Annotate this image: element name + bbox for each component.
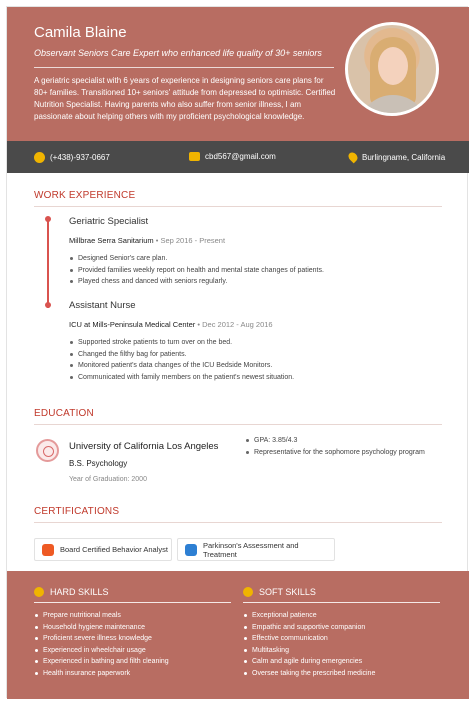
photo-body <box>358 95 428 116</box>
work-experience-rule <box>34 206 442 207</box>
job-org-name: ICU at Mills-Peninsula Medical Center <box>69 320 196 329</box>
email-icon <box>189 152 200 161</box>
university-seal-icon <box>36 439 59 462</box>
job-org-name: Millbrae Serra Sanitarium <box>69 236 154 245</box>
certification-label: Parkinson's Assessment and Treatment <box>202 540 299 559</box>
job-bullets <box>69 253 324 288</box>
job-organization: Millbrae Serra Sanitarium • Sep 2016 - Present <box>69 236 226 245</box>
experience-timeline <box>47 218 49 308</box>
education-degree: B.S. Psychology <box>69 459 128 468</box>
contact-location <box>349 152 445 162</box>
job-bullets <box>69 337 294 383</box>
list-item: Exceptional patience <box>243 610 440 622</box>
hard-skills-title: HARD SKILLS <box>50 587 109 597</box>
candidate-summary: A geriatric specialist with 6 years of experience in designing seniors care plans for 80+ families. Transitioned 10+ seniors' attitude from depressed to optimistic. Certified Nutrition Specialist. Having parents who also suffer from senior illness, I am passionate about helping others with my proficient psychological knowledge. <box>34 76 336 121</box>
list-item: Monitored patient's data changes of the ICU Bedside Monitors. <box>69 360 294 372</box>
education-school: University of California Los Angeles <box>69 441 219 452</box>
work-experience-title: WORK EXPERIENCE <box>34 190 136 201</box>
hard-skills-rule <box>34 602 231 603</box>
phone-icon <box>34 152 45 163</box>
list-item: Communicated with family members on the patient's newest situation. <box>69 372 294 384</box>
list-item: Oversee taking the prescribed medicine <box>243 668 440 680</box>
resume-page <box>6 6 468 698</box>
skills-section <box>7 571 469 699</box>
check-circle-icon <box>243 587 253 597</box>
job-date: Sep 2016 - Present <box>160 236 226 245</box>
list-item: Calm and agile during emergencies <box>243 656 440 668</box>
list-item: Proficient severe illness knowledge <box>34 633 231 645</box>
soft-skills-rule <box>243 602 440 603</box>
list-item: GPA: 3.85/4.3 <box>245 435 425 447</box>
hard-skills-list <box>34 610 231 679</box>
list-item: Supported stroke patients to turn over on the bed. <box>69 337 294 349</box>
check-circle-icon <box>34 587 44 597</box>
photo-face <box>378 47 408 85</box>
job-organization: ICU at Mills-Peninsula Medical Center • Dec 2012 - Aug 2016 <box>69 320 273 329</box>
job-title: Assistant Nurse <box>69 300 136 311</box>
list-item: Household hygiene maintenance <box>34 622 231 634</box>
resume-header <box>7 7 469 141</box>
list-item: Empathic and supportive companion <box>243 622 440 634</box>
certification-badge <box>177 538 335 561</box>
checkbox-icon <box>185 544 197 556</box>
job-title: Geriatric Specialist <box>69 216 149 227</box>
soft-skills-list <box>243 610 440 679</box>
list-item: Multitasking <box>243 645 440 657</box>
location-text: Burlingname, California <box>362 152 446 162</box>
list-item: Effective communication <box>243 633 440 645</box>
list-item: Experienced in bathing and filth cleaning <box>34 656 231 668</box>
contact-bar <box>7 141 469 173</box>
location-pin-icon <box>347 151 360 164</box>
education-rule <box>34 424 442 425</box>
list-item: Provided families weekly report on health and mental state changes of patients. <box>69 265 324 277</box>
certification-logo-icon <box>42 544 54 556</box>
email-address: cbd567@gmail.com <box>205 152 276 161</box>
list-item: Prepare nutritional meals <box>34 610 231 622</box>
profile-photo <box>345 22 439 116</box>
header-divider <box>34 67 334 68</box>
certifications-title: CERTIFICATIONS <box>34 506 120 517</box>
certification-label: Board Certified Behavior Analyst <box>60 545 168 554</box>
list-item: Experienced in wheelchair usage <box>34 645 231 657</box>
list-item: Health insurance paperwork <box>34 668 231 680</box>
soft-skills-column <box>243 587 440 679</box>
phone-number: (+438)-937-0667 <box>50 153 110 162</box>
certifications-rule <box>34 522 442 523</box>
list-item: Changed the filthy bag for patients. <box>69 349 294 361</box>
candidate-tagline: Observant Seniors Care Expert who enhanced life quality of 30+ seniors <box>34 48 322 58</box>
job-date: Dec 2012 - Aug 2016 <box>202 320 273 329</box>
timeline-dot <box>45 216 51 222</box>
soft-skills-title: SOFT SKILLS <box>259 587 316 597</box>
education-year: Year of Graduation: 2000 <box>69 476 147 483</box>
contact-email[interactable] <box>189 152 276 161</box>
list-item: Representative for the sophomore psychology program <box>245 447 425 459</box>
list-item: Played chess and danced with seniors regularly. <box>69 276 324 288</box>
hard-skills-column <box>34 587 231 679</box>
candidate-name: Camila Blaine <box>34 24 127 41</box>
certification-badge <box>34 538 172 561</box>
list-item: Designed Senior's care plan. <box>69 253 324 265</box>
education-bullets <box>245 435 425 458</box>
education-title: EDUCATION <box>34 408 94 419</box>
timeline-dot <box>45 302 51 308</box>
contact-phone[interactable] <box>34 152 110 163</box>
